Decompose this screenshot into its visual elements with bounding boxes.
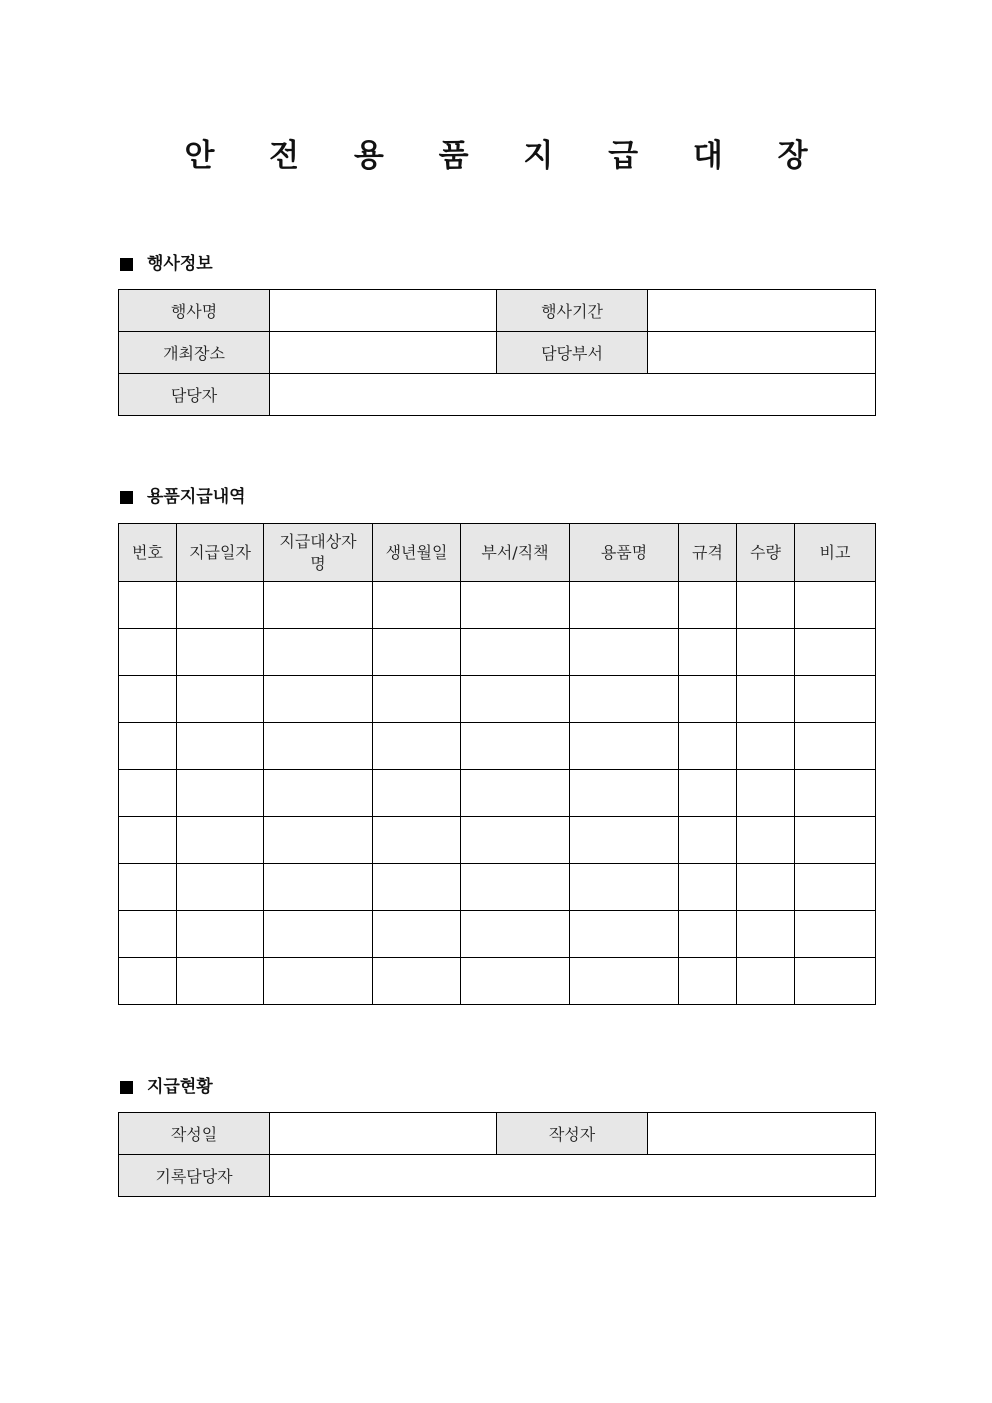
cell-supply-date[interactable]: [177, 770, 264, 817]
cell-item-name[interactable]: [570, 958, 679, 1005]
cell-specification[interactable]: [679, 582, 737, 629]
cell-birth-date[interactable]: [373, 582, 461, 629]
cell-remarks[interactable]: [795, 582, 876, 629]
cell-number[interactable]: [119, 676, 177, 723]
table-row: [119, 1155, 876, 1197]
cell-remarks[interactable]: [795, 817, 876, 864]
cell-supply-date[interactable]: [177, 864, 264, 911]
event-period-field[interactable]: [648, 290, 876, 332]
cell-recipient-name[interactable]: [264, 723, 373, 770]
cell-quantity[interactable]: [737, 629, 795, 676]
record-manager-field[interactable]: [270, 1155, 876, 1197]
section-heading-status: [118, 1075, 213, 1099]
cell-supply-date[interactable]: [177, 723, 264, 770]
cell-birth-date[interactable]: [373, 676, 461, 723]
square-bullet-icon: [120, 491, 133, 504]
cell-remarks[interactable]: [795, 864, 876, 911]
cell-specification[interactable]: [679, 911, 737, 958]
column-header-number: 번호: [119, 524, 177, 582]
department-field[interactable]: [648, 332, 876, 374]
table-row: [119, 374, 876, 416]
cell-quantity[interactable]: [737, 864, 795, 911]
table-row: [119, 958, 876, 1005]
cell-number[interactable]: [119, 958, 177, 1005]
cell-supply-date[interactable]: [177, 911, 264, 958]
manager-label: 담당자: [119, 374, 270, 416]
cell-remarks[interactable]: [795, 958, 876, 1005]
cell-supply-date[interactable]: [177, 676, 264, 723]
venue-label: 개최장소: [119, 332, 270, 374]
column-header-remarks: 비고: [795, 524, 876, 582]
cell-number[interactable]: [119, 723, 177, 770]
cell-remarks[interactable]: [795, 770, 876, 817]
cell-birth-date[interactable]: [373, 958, 461, 1005]
cell-recipient-name[interactable]: [264, 629, 373, 676]
column-header-item-name: 용품명: [570, 524, 679, 582]
table-row: [119, 770, 876, 817]
cell-department-position[interactable]: [461, 723, 570, 770]
cell-quantity[interactable]: [737, 817, 795, 864]
cell-remarks[interactable]: [795, 676, 876, 723]
cell-specification[interactable]: [679, 864, 737, 911]
cell-specification[interactable]: [679, 676, 737, 723]
cell-number[interactable]: [119, 864, 177, 911]
cell-birth-date[interactable]: [373, 723, 461, 770]
column-header-supply-date: 지급일자: [177, 524, 264, 582]
section-heading-supply-details: [118, 485, 246, 509]
supply-details-table: [118, 523, 876, 1005]
cell-department-position[interactable]: [461, 958, 570, 1005]
cell-number[interactable]: [119, 770, 177, 817]
document-title: 안 전 용 품 지 급 대 장: [184, 138, 830, 174]
cell-item-name[interactable]: [570, 864, 679, 911]
event-info-table: [118, 289, 876, 416]
created-date-field[interactable]: [270, 1113, 497, 1155]
cell-specification[interactable]: [679, 958, 737, 1005]
cell-specification[interactable]: [679, 770, 737, 817]
cell-supply-date[interactable]: [177, 958, 264, 1005]
section-heading-label: 지급현황: [147, 1077, 213, 1097]
cell-specification[interactable]: [679, 723, 737, 770]
cell-item-name[interactable]: [570, 676, 679, 723]
cell-recipient-name[interactable]: [264, 676, 373, 723]
author-field[interactable]: [648, 1113, 876, 1155]
table-row: [119, 1113, 876, 1155]
event-period-label: 행사기간: [497, 290, 648, 332]
cell-birth-date[interactable]: [373, 817, 461, 864]
cell-item-name[interactable]: [570, 770, 679, 817]
column-header-recipient-name: 지급대상자명: [264, 524, 373, 582]
cell-quantity[interactable]: [737, 770, 795, 817]
created-date-label: 작성일: [119, 1113, 270, 1155]
cell-specification[interactable]: [679, 817, 737, 864]
cell-supply-date[interactable]: [177, 582, 264, 629]
cell-remarks[interactable]: [795, 911, 876, 958]
cell-item-name[interactable]: [570, 723, 679, 770]
cell-supply-date[interactable]: [177, 629, 264, 676]
cell-item-name[interactable]: [570, 817, 679, 864]
cell-item-name[interactable]: [570, 629, 679, 676]
column-header-specification: 규격: [679, 524, 737, 582]
table-row: [119, 332, 876, 374]
cell-quantity[interactable]: [737, 676, 795, 723]
cell-birth-date[interactable]: [373, 770, 461, 817]
cell-recipient-name[interactable]: [264, 864, 373, 911]
cell-recipient-name[interactable]: [264, 582, 373, 629]
manager-field[interactable]: [270, 374, 876, 416]
author-label: 작성자: [497, 1113, 648, 1155]
section-heading-label: 용품지급내역: [147, 487, 246, 507]
record-manager-label: 기록담당자: [119, 1155, 270, 1197]
status-table: [118, 1112, 876, 1197]
section-heading-event-info: [118, 252, 213, 276]
table-row: [119, 817, 876, 864]
event-name-label: 행사명: [119, 290, 270, 332]
cell-number[interactable]: [119, 582, 177, 629]
section-heading-label: 행사정보: [147, 254, 213, 274]
cell-remarks[interactable]: [795, 723, 876, 770]
cell-remarks[interactable]: [795, 629, 876, 676]
cell-birth-date[interactable]: [373, 864, 461, 911]
table-row: [119, 582, 876, 629]
column-header-department-position: 부서/직책: [461, 524, 570, 582]
cell-item-name[interactable]: [570, 582, 679, 629]
cell-quantity[interactable]: [737, 911, 795, 958]
cell-number[interactable]: [119, 817, 177, 864]
table-row: [119, 676, 876, 723]
cell-item-name[interactable]: [570, 911, 679, 958]
square-bullet-icon: [120, 1081, 133, 1094]
table-header-row: [119, 524, 876, 582]
cell-department-position[interactable]: [461, 817, 570, 864]
department-label: 담당부서: [497, 332, 648, 374]
table-row: [119, 723, 876, 770]
cell-department-position[interactable]: [461, 770, 570, 817]
table-row: [119, 629, 876, 676]
cell-department-position[interactable]: [461, 582, 570, 629]
cell-department-position[interactable]: [461, 676, 570, 723]
cell-department-position[interactable]: [461, 911, 570, 958]
cell-quantity[interactable]: [737, 723, 795, 770]
cell-recipient-name[interactable]: [264, 911, 373, 958]
column-header-birth-date: 생년월일: [373, 524, 461, 582]
cell-recipient-name[interactable]: [264, 958, 373, 1005]
column-header-quantity: 수량: [737, 524, 795, 582]
cell-recipient-name[interactable]: [264, 817, 373, 864]
cell-birth-date[interactable]: [373, 629, 461, 676]
cell-number[interactable]: [119, 911, 177, 958]
square-bullet-icon: [120, 258, 133, 271]
cell-recipient-name[interactable]: [264, 770, 373, 817]
table-row: [119, 911, 876, 958]
cell-quantity[interactable]: [737, 958, 795, 1005]
table-row: [119, 290, 876, 332]
cell-department-position[interactable]: [461, 629, 570, 676]
cell-specification[interactable]: [679, 629, 737, 676]
cell-supply-date[interactable]: [177, 817, 264, 864]
table-row: [119, 864, 876, 911]
cell-number[interactable]: [119, 629, 177, 676]
cell-birth-date[interactable]: [373, 911, 461, 958]
venue-field[interactable]: [270, 332, 497, 374]
cell-department-position[interactable]: [461, 864, 570, 911]
event-name-field[interactable]: [270, 290, 497, 332]
cell-quantity[interactable]: [737, 582, 795, 629]
